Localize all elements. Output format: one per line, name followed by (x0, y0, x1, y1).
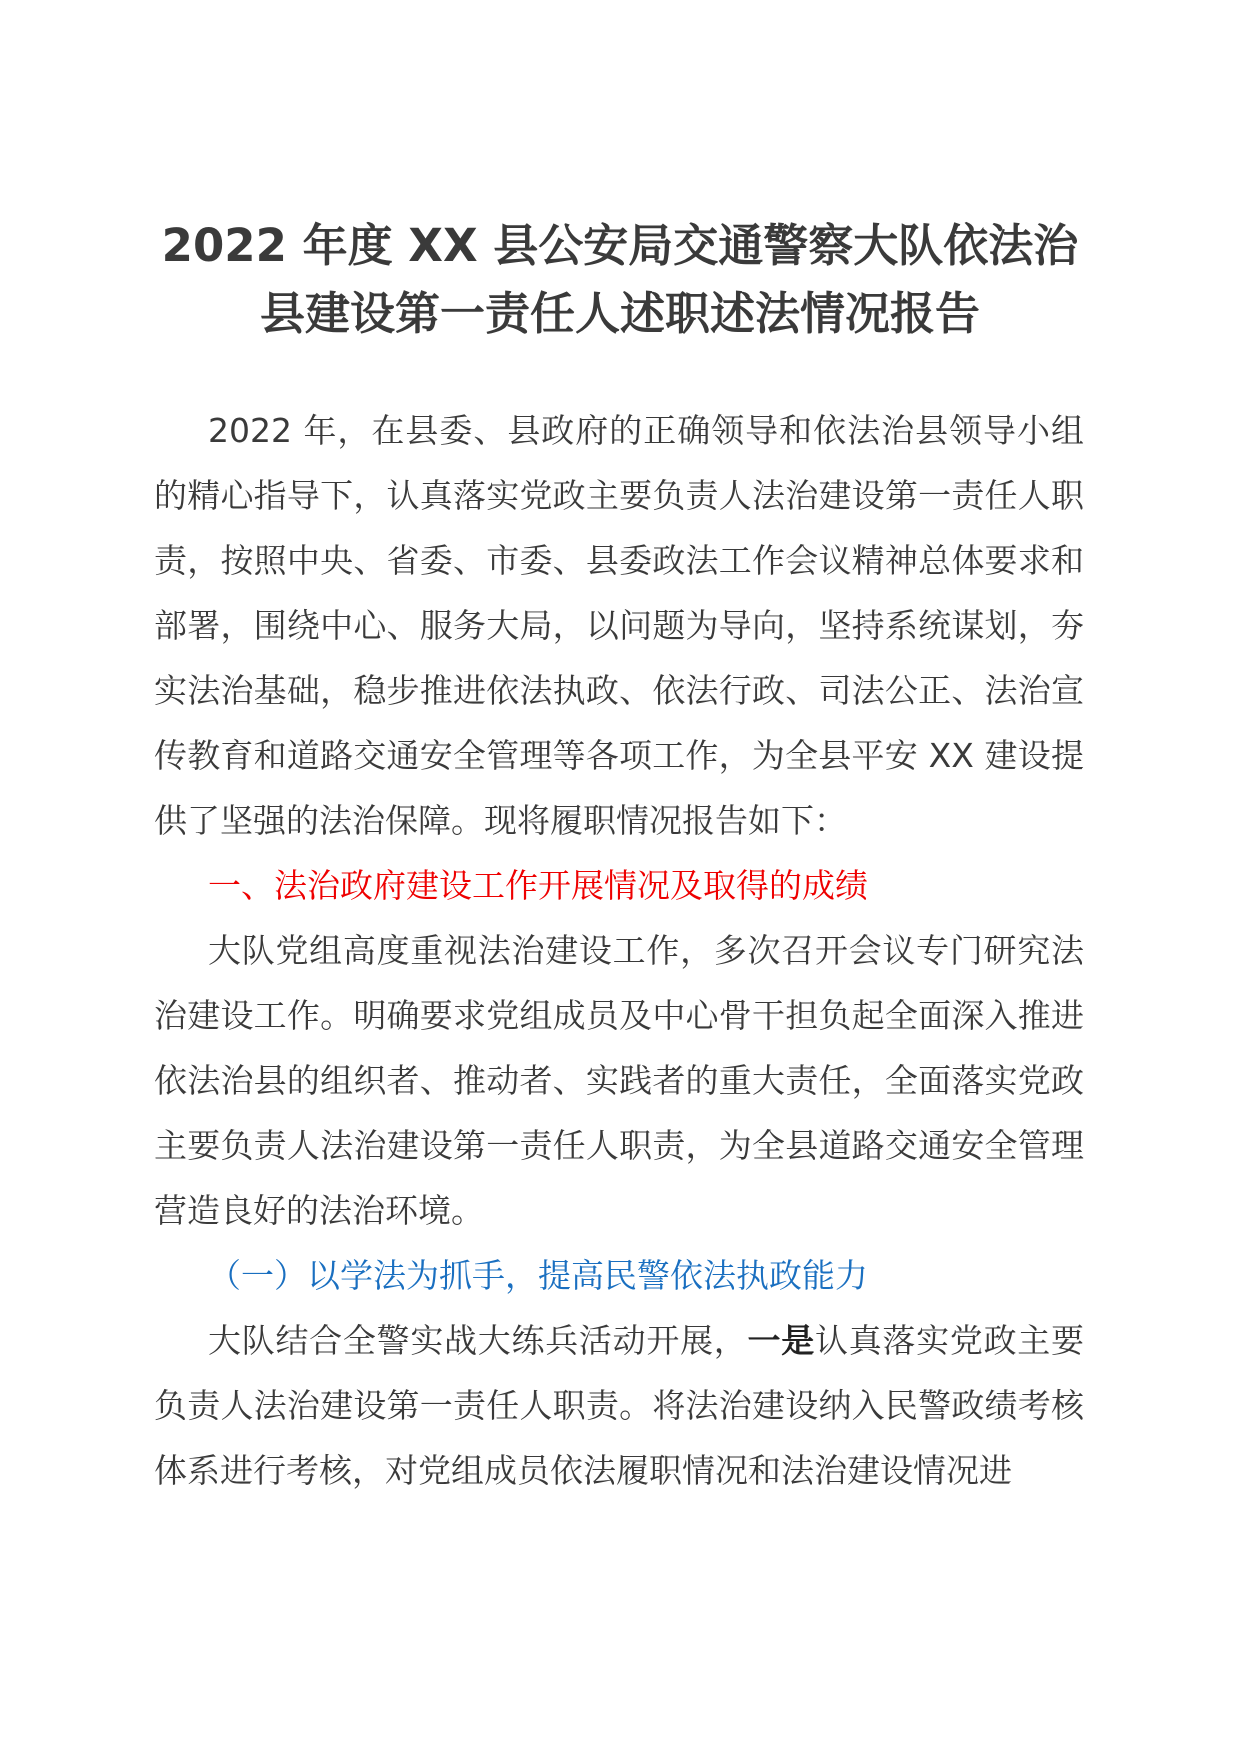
section-paragraph: 大队党组高度重视法治建设工作，多次召开会议专门研究法治建设工作。明确要求党组成员及中心骨干担负起全面深入推进依法治县的组织者、推动者、实践者的重大责任，全面落实党政主要负责人法治建设第一责任人职责，为全县道路交通安全管理营造良好的法治环境。 (154, 931, 1084, 1230)
document-title (150, 212, 1090, 348)
title-line-2: 县建设第一责任人述职述法情况报告 (259, 287, 980, 340)
document-body (154, 398, 1084, 1503)
section-heading-1: 一、法治政府建设工作开展情况及取得的成绩 (208, 866, 868, 905)
para-bold-marker: 一是 (747, 1321, 815, 1360)
subsection-heading-1: （一）以学法为抓手，提高民警依法执政能力 (208, 1256, 868, 1295)
para-lead: 大队结合全警实战大练兵活动开展， (208, 1321, 748, 1360)
title-line-1: 2022 年度 XX 县公安局交通警察大队依法治 (161, 219, 1079, 272)
subsection-paragraph (154, 1308, 1084, 1503)
intro-paragraph: 2022 年，在县委、县政府的正确领导和依法治县领导小组的精心指导下，认真落实党政主要负责人法治建设第一责任人职责，按照中央、省委、市委、县委政法工作会议精神总体要求和部署，围绕中心、服务大局，以问题为导向，坚持系统谋划，夯实法治基础，稳步推进依法执政、依法行政、司法公正、法治宣传教育和道路交通安全管理等各项工作，为全县平安 XX 建设提供了坚强的法治保障。现将履职情况报告如下： (154, 411, 1084, 840)
para-rest: 认真落实党政主要负责人法治建设第一责任人职责。将法治建设纳入民警政绩考核体系进行考核，对党组成员依法履职情况和法治建设情况进 (154, 1321, 1085, 1490)
